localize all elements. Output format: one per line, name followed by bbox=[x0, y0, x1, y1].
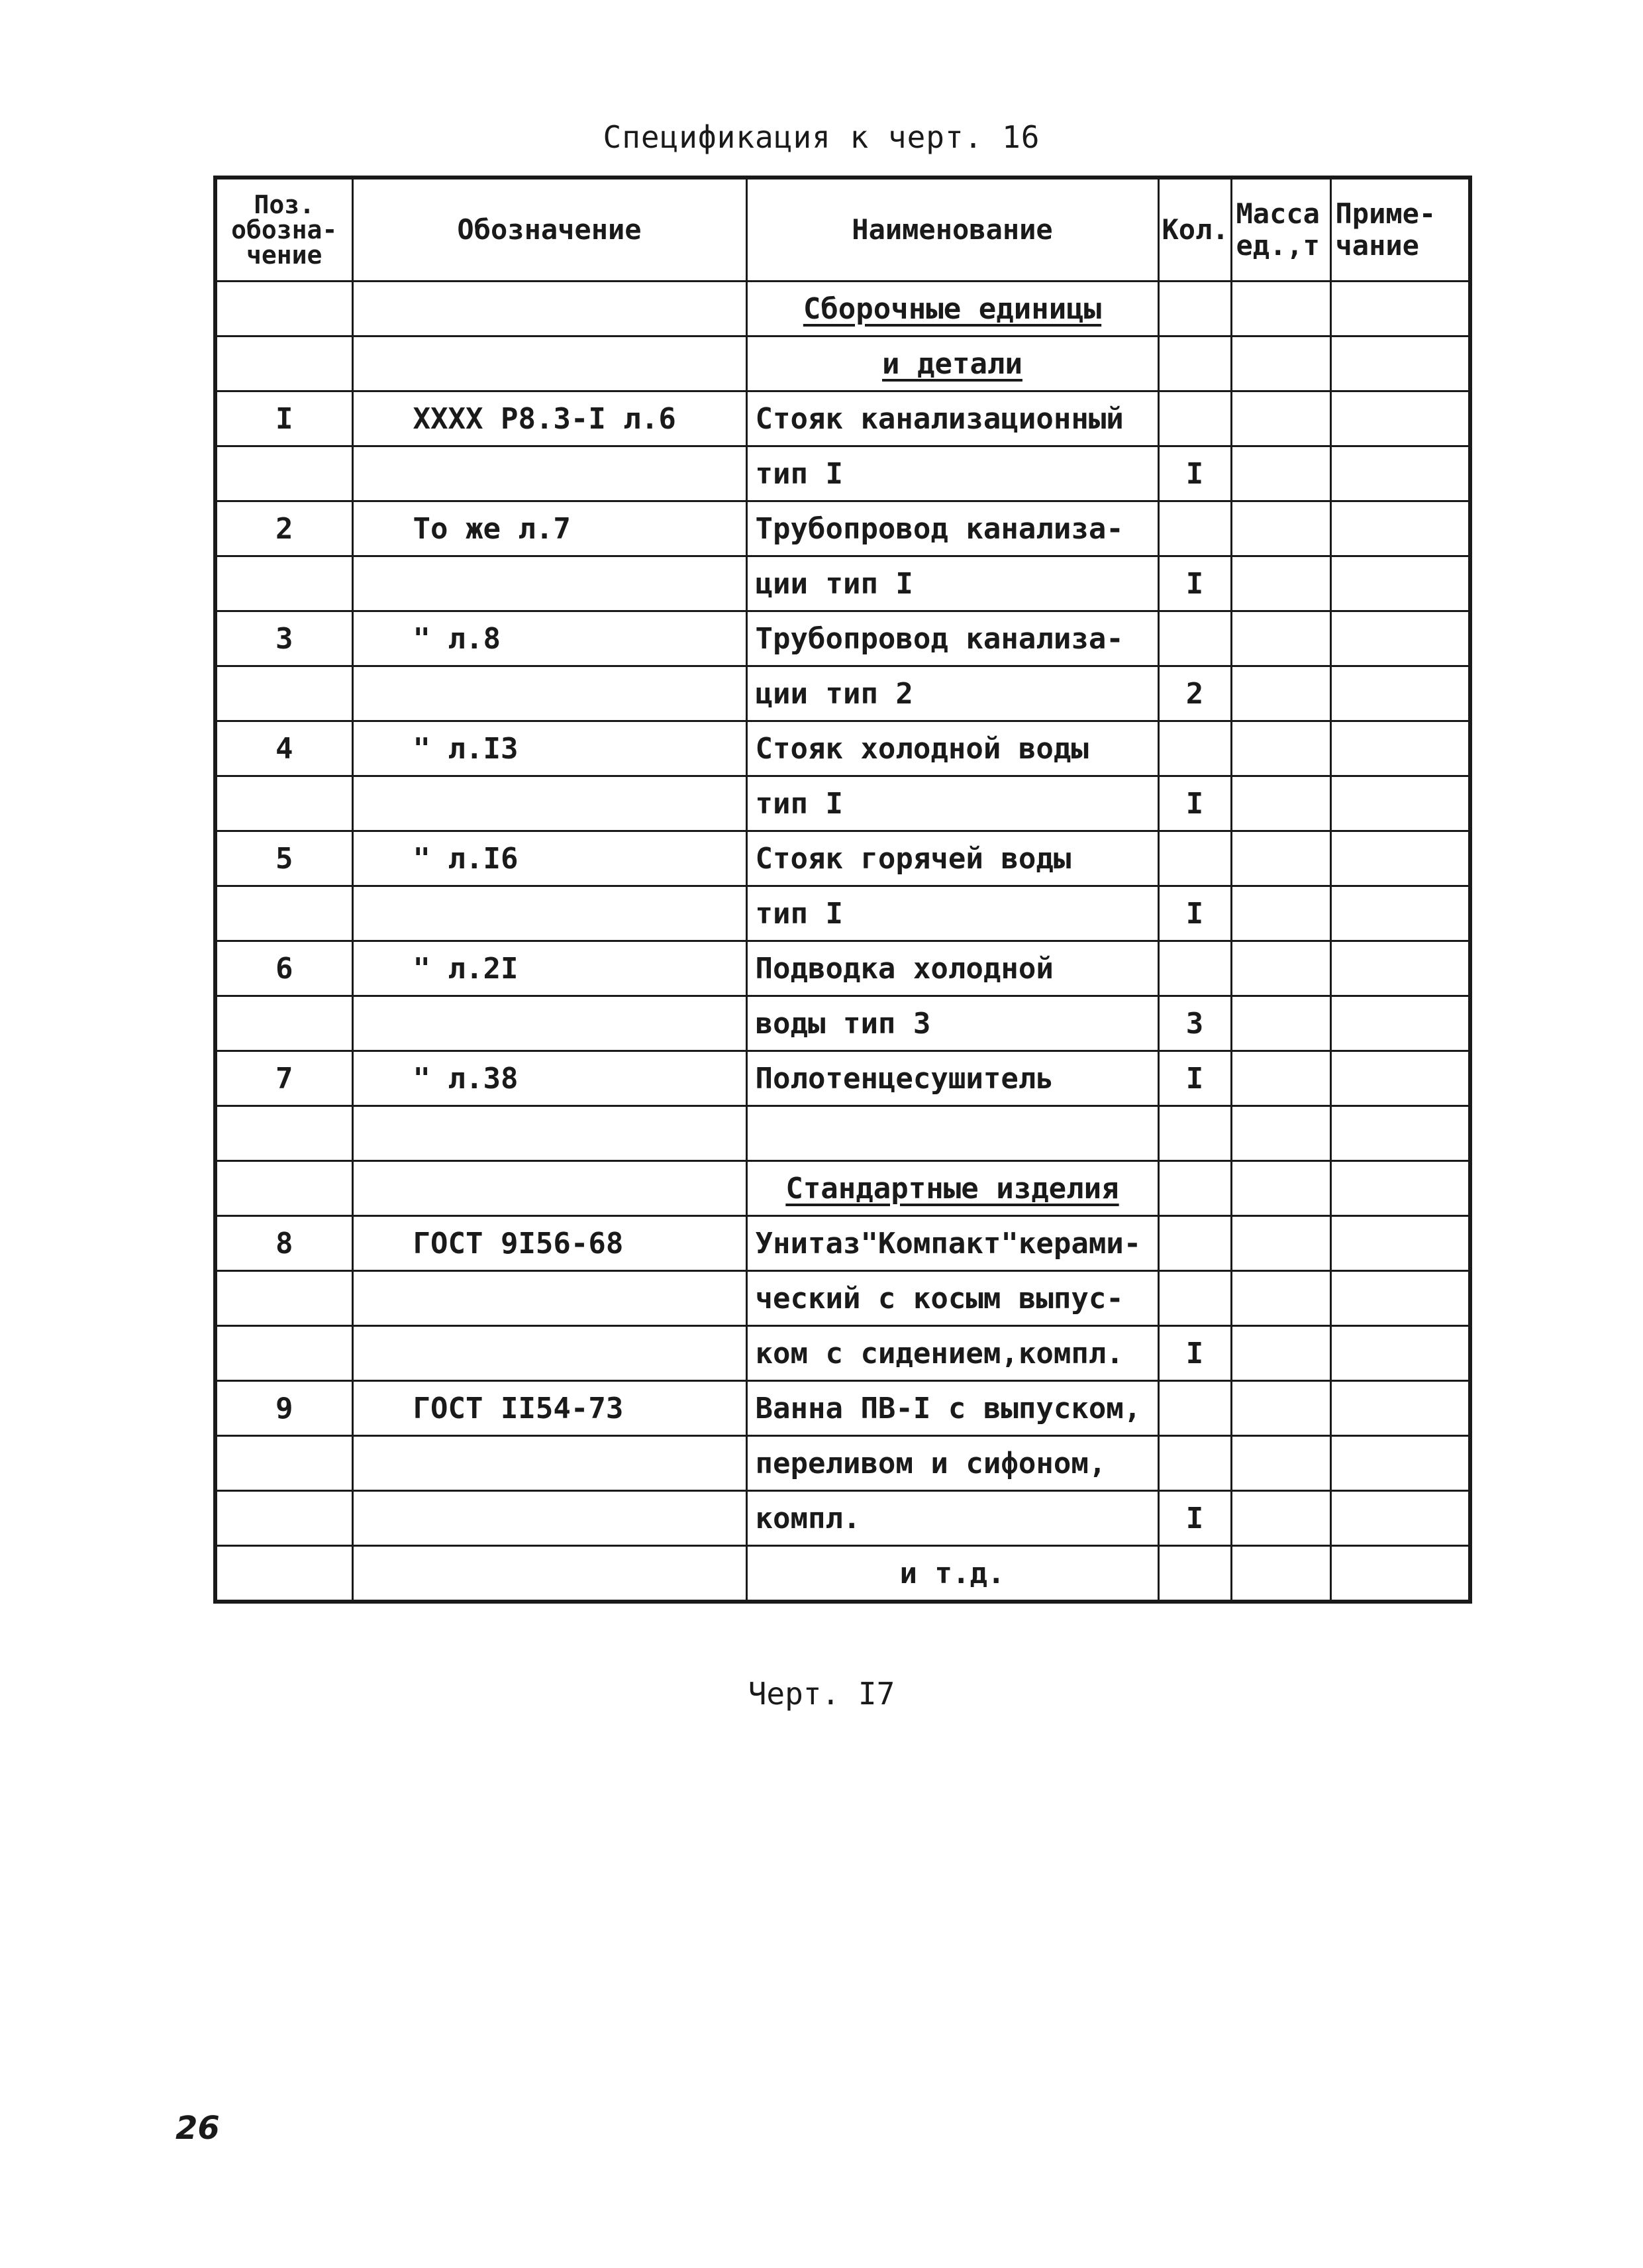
header-row bbox=[215, 178, 1470, 282]
item-name: тип I bbox=[755, 896, 843, 931]
row-quantity bbox=[1158, 831, 1231, 886]
header-name: Наименование bbox=[746, 178, 1158, 282]
row-designation bbox=[352, 776, 746, 831]
item-name: тип I bbox=[755, 786, 843, 821]
header-note-line-2: чание bbox=[1335, 229, 1419, 262]
row-position bbox=[215, 556, 352, 611]
row-name bbox=[746, 1051, 1158, 1106]
row-designation bbox=[352, 446, 746, 501]
specification-table bbox=[213, 176, 1472, 1604]
table-row bbox=[215, 611, 1470, 666]
row-designation: " л.8 bbox=[352, 611, 746, 666]
row-mass bbox=[1231, 282, 1330, 336]
table-row bbox=[215, 1106, 1470, 1161]
row-designation: " л.2I bbox=[352, 941, 746, 996]
section-title: Стандартные изделия bbox=[785, 1171, 1119, 1206]
row-position: I bbox=[215, 391, 352, 446]
row-quantity: 3 bbox=[1158, 996, 1231, 1051]
row-position: 5 bbox=[215, 831, 352, 886]
row-mass bbox=[1231, 446, 1330, 501]
row-name bbox=[746, 1271, 1158, 1326]
row-position bbox=[215, 1491, 352, 1546]
row-quantity bbox=[1158, 282, 1231, 336]
row-quantity bbox=[1158, 1271, 1231, 1326]
item-name: Подводка холодной bbox=[755, 951, 1054, 986]
row-quantity: I bbox=[1158, 886, 1231, 941]
row-quantity: I bbox=[1158, 1491, 1231, 1546]
page-number: 26 bbox=[175, 2110, 220, 2147]
row-name bbox=[746, 336, 1158, 391]
row-mass bbox=[1231, 996, 1330, 1051]
row-quantity: I bbox=[1158, 556, 1231, 611]
header-position-line-1: Поз. bbox=[254, 190, 315, 219]
row-note bbox=[1330, 666, 1470, 721]
table-row bbox=[215, 1436, 1470, 1491]
row-note bbox=[1330, 831, 1470, 886]
item-name: переливом и сифоном, bbox=[755, 1446, 1107, 1480]
row-designation bbox=[352, 1326, 746, 1381]
row-name bbox=[746, 611, 1158, 666]
row-quantity: I bbox=[1158, 1051, 1231, 1106]
item-name: Ванна ПВ-I с выпуском, bbox=[755, 1391, 1142, 1425]
header-position-line-2: обозна- bbox=[231, 215, 338, 244]
row-quantity bbox=[1158, 391, 1231, 446]
row-name bbox=[746, 1491, 1158, 1546]
item-name: ческий с косым выпус- bbox=[755, 1281, 1124, 1315]
row-position bbox=[215, 1161, 352, 1216]
row-name bbox=[746, 1216, 1158, 1271]
item-name: Унитаз"Компакт"керами- bbox=[755, 1226, 1142, 1261]
row-note bbox=[1330, 1106, 1470, 1161]
row-designation bbox=[352, 1546, 746, 1602]
table-row bbox=[215, 336, 1470, 391]
item-name: воды тип 3 bbox=[755, 1006, 931, 1041]
table-row bbox=[215, 776, 1470, 831]
row-note bbox=[1330, 1161, 1470, 1216]
table-row bbox=[215, 391, 1470, 446]
item-name: ции тип I bbox=[755, 566, 913, 601]
row-mass bbox=[1231, 1216, 1330, 1271]
row-note bbox=[1330, 1051, 1470, 1106]
table-row bbox=[215, 1051, 1470, 1106]
table-row bbox=[215, 556, 1470, 611]
row-mass bbox=[1231, 1051, 1330, 1106]
row-name bbox=[746, 941, 1158, 996]
table-row bbox=[215, 1161, 1470, 1216]
row-position: 9 bbox=[215, 1381, 352, 1436]
row-name bbox=[746, 282, 1158, 336]
row-position bbox=[215, 1436, 352, 1491]
row-designation bbox=[352, 1106, 746, 1161]
row-note bbox=[1330, 1436, 1470, 1491]
row-quantity: I bbox=[1158, 1326, 1231, 1381]
row-mass bbox=[1231, 336, 1330, 391]
row-quantity bbox=[1158, 336, 1231, 391]
table-row bbox=[215, 1271, 1470, 1326]
row-position bbox=[215, 666, 352, 721]
row-note bbox=[1330, 1546, 1470, 1602]
row-name bbox=[746, 666, 1158, 721]
row-note bbox=[1330, 1381, 1470, 1436]
row-quantity: 2 bbox=[1158, 666, 1231, 721]
table-row bbox=[215, 1326, 1470, 1381]
item-name: ции тип 2 bbox=[755, 676, 913, 711]
row-mass bbox=[1231, 1546, 1330, 1602]
row-designation: То же л.7 bbox=[352, 501, 746, 556]
row-name bbox=[746, 1326, 1158, 1381]
table-row bbox=[215, 996, 1470, 1051]
row-name bbox=[746, 556, 1158, 611]
row-note bbox=[1330, 1326, 1470, 1381]
row-note bbox=[1330, 776, 1470, 831]
row-quantity bbox=[1158, 1106, 1231, 1161]
row-designation bbox=[352, 1271, 746, 1326]
row-name bbox=[746, 1546, 1158, 1602]
header-position bbox=[215, 178, 352, 282]
row-note bbox=[1330, 611, 1470, 666]
header-note bbox=[1330, 178, 1470, 282]
row-position bbox=[215, 1271, 352, 1326]
row-quantity: I bbox=[1158, 446, 1231, 501]
row-mass bbox=[1231, 886, 1330, 941]
page-title: Спецификация к черт. 16 bbox=[603, 119, 1040, 155]
row-mass bbox=[1231, 556, 1330, 611]
row-note bbox=[1330, 996, 1470, 1051]
table-row bbox=[215, 1216, 1470, 1271]
row-designation bbox=[352, 1436, 746, 1491]
row-position bbox=[215, 886, 352, 941]
row-mass bbox=[1231, 721, 1330, 776]
row-mass bbox=[1231, 1161, 1330, 1216]
row-mass bbox=[1231, 1271, 1330, 1326]
row-quantity bbox=[1158, 1546, 1231, 1602]
row-designation: " л.I6 bbox=[352, 831, 746, 886]
row-quantity bbox=[1158, 611, 1231, 666]
row-mass bbox=[1231, 941, 1330, 996]
item-name: Трубопровод канализа- bbox=[755, 511, 1124, 546]
table-row bbox=[215, 886, 1470, 941]
row-note bbox=[1330, 446, 1470, 501]
item-name: Полотенцесушитель bbox=[755, 1061, 1054, 1096]
row-name bbox=[746, 721, 1158, 776]
row-name bbox=[746, 776, 1158, 831]
header-mass bbox=[1231, 178, 1330, 282]
row-quantity bbox=[1158, 1161, 1231, 1216]
row-designation: ГОСТ 9I56-68 bbox=[352, 1216, 746, 1271]
row-note bbox=[1330, 721, 1470, 776]
section-title: Сборочные единицы bbox=[803, 291, 1102, 326]
table-row bbox=[215, 666, 1470, 721]
row-note bbox=[1330, 886, 1470, 941]
row-designation bbox=[352, 1161, 746, 1216]
row-mass bbox=[1231, 1436, 1330, 1491]
table-row bbox=[215, 941, 1470, 996]
row-name bbox=[746, 391, 1158, 446]
table-row bbox=[215, 282, 1470, 336]
row-mass bbox=[1231, 1106, 1330, 1161]
row-name bbox=[746, 996, 1158, 1051]
header-position-line-3: чение bbox=[246, 240, 323, 270]
row-designation: XXXX Р8.3-I л.6 bbox=[352, 391, 746, 446]
item-name: Трубопровод канализа- bbox=[755, 621, 1124, 656]
row-note bbox=[1330, 1271, 1470, 1326]
row-note bbox=[1330, 391, 1470, 446]
row-mass bbox=[1231, 391, 1330, 446]
row-quantity bbox=[1158, 941, 1231, 996]
table-row bbox=[215, 831, 1470, 886]
item-name: Стояк канализационный bbox=[755, 401, 1124, 436]
row-position bbox=[215, 1546, 352, 1602]
row-designation bbox=[352, 282, 746, 336]
row-designation: " л.I3 bbox=[352, 721, 746, 776]
row-name bbox=[746, 831, 1158, 886]
row-position bbox=[215, 446, 352, 501]
item-name: Стояк холодной воды bbox=[755, 731, 1089, 766]
table-row bbox=[215, 1491, 1470, 1546]
row-note bbox=[1330, 336, 1470, 391]
row-note bbox=[1330, 1216, 1470, 1271]
row-designation bbox=[352, 336, 746, 391]
row-mass bbox=[1231, 611, 1330, 666]
row-mass bbox=[1231, 831, 1330, 886]
row-position bbox=[215, 776, 352, 831]
row-position bbox=[215, 282, 352, 336]
row-mass bbox=[1231, 1491, 1330, 1546]
item-name: ком с сидением,компл. bbox=[755, 1336, 1124, 1370]
table-row bbox=[215, 446, 1470, 501]
row-quantity: I bbox=[1158, 776, 1231, 831]
table-row bbox=[215, 721, 1470, 776]
row-position: 8 bbox=[215, 1216, 352, 1271]
row-quantity bbox=[1158, 1436, 1231, 1491]
row-name bbox=[746, 446, 1158, 501]
row-position: 3 bbox=[215, 611, 352, 666]
row-designation bbox=[352, 996, 746, 1051]
item-name: компл. bbox=[755, 1501, 861, 1535]
table-body bbox=[215, 282, 1470, 1602]
header-note-line-1: Приме- bbox=[1335, 197, 1436, 230]
table-row bbox=[215, 1546, 1470, 1602]
item-name: тип I bbox=[755, 456, 843, 491]
row-mass bbox=[1231, 1326, 1330, 1381]
row-position bbox=[215, 996, 352, 1051]
row-position bbox=[215, 336, 352, 391]
item-name: и т.д. bbox=[899, 1556, 1005, 1590]
row-designation bbox=[352, 1491, 746, 1546]
row-name bbox=[746, 1381, 1158, 1436]
section-title: и детали bbox=[882, 346, 1022, 381]
header-quantity: Кол. bbox=[1158, 178, 1231, 282]
row-position: 6 bbox=[215, 941, 352, 996]
row-position: 4 bbox=[215, 721, 352, 776]
row-note bbox=[1330, 941, 1470, 996]
table-row bbox=[215, 501, 1470, 556]
row-designation bbox=[352, 556, 746, 611]
row-position: 7 bbox=[215, 1051, 352, 1106]
drawing-caption: Черт. I7 bbox=[748, 1676, 895, 1712]
row-designation bbox=[352, 886, 746, 941]
row-name bbox=[746, 1106, 1158, 1161]
row-mass bbox=[1231, 666, 1330, 721]
row-name bbox=[746, 1436, 1158, 1491]
row-mass bbox=[1231, 1381, 1330, 1436]
row-quantity bbox=[1158, 1216, 1231, 1271]
row-designation: ГОСТ II54-73 bbox=[352, 1381, 746, 1436]
row-note bbox=[1330, 282, 1470, 336]
row-mass bbox=[1231, 501, 1330, 556]
row-designation bbox=[352, 666, 746, 721]
row-note bbox=[1330, 1491, 1470, 1546]
row-name bbox=[746, 1161, 1158, 1216]
row-name bbox=[746, 886, 1158, 941]
header-mass-line-2: ед.,т bbox=[1236, 229, 1320, 262]
row-position bbox=[215, 1326, 352, 1381]
row-position: 2 bbox=[215, 501, 352, 556]
row-quantity bbox=[1158, 1381, 1231, 1436]
row-position bbox=[215, 1106, 352, 1161]
row-note bbox=[1330, 501, 1470, 556]
row-mass bbox=[1231, 776, 1330, 831]
row-quantity bbox=[1158, 501, 1231, 556]
header-designation: Обозначение bbox=[352, 178, 746, 282]
row-name bbox=[746, 501, 1158, 556]
header-mass-line-1: Масса bbox=[1236, 197, 1320, 230]
item-name: Стояк горячей воды bbox=[755, 841, 1071, 876]
table-row bbox=[215, 1381, 1470, 1436]
row-designation: " л.38 bbox=[352, 1051, 746, 1106]
row-quantity bbox=[1158, 721, 1231, 776]
row-note bbox=[1330, 556, 1470, 611]
